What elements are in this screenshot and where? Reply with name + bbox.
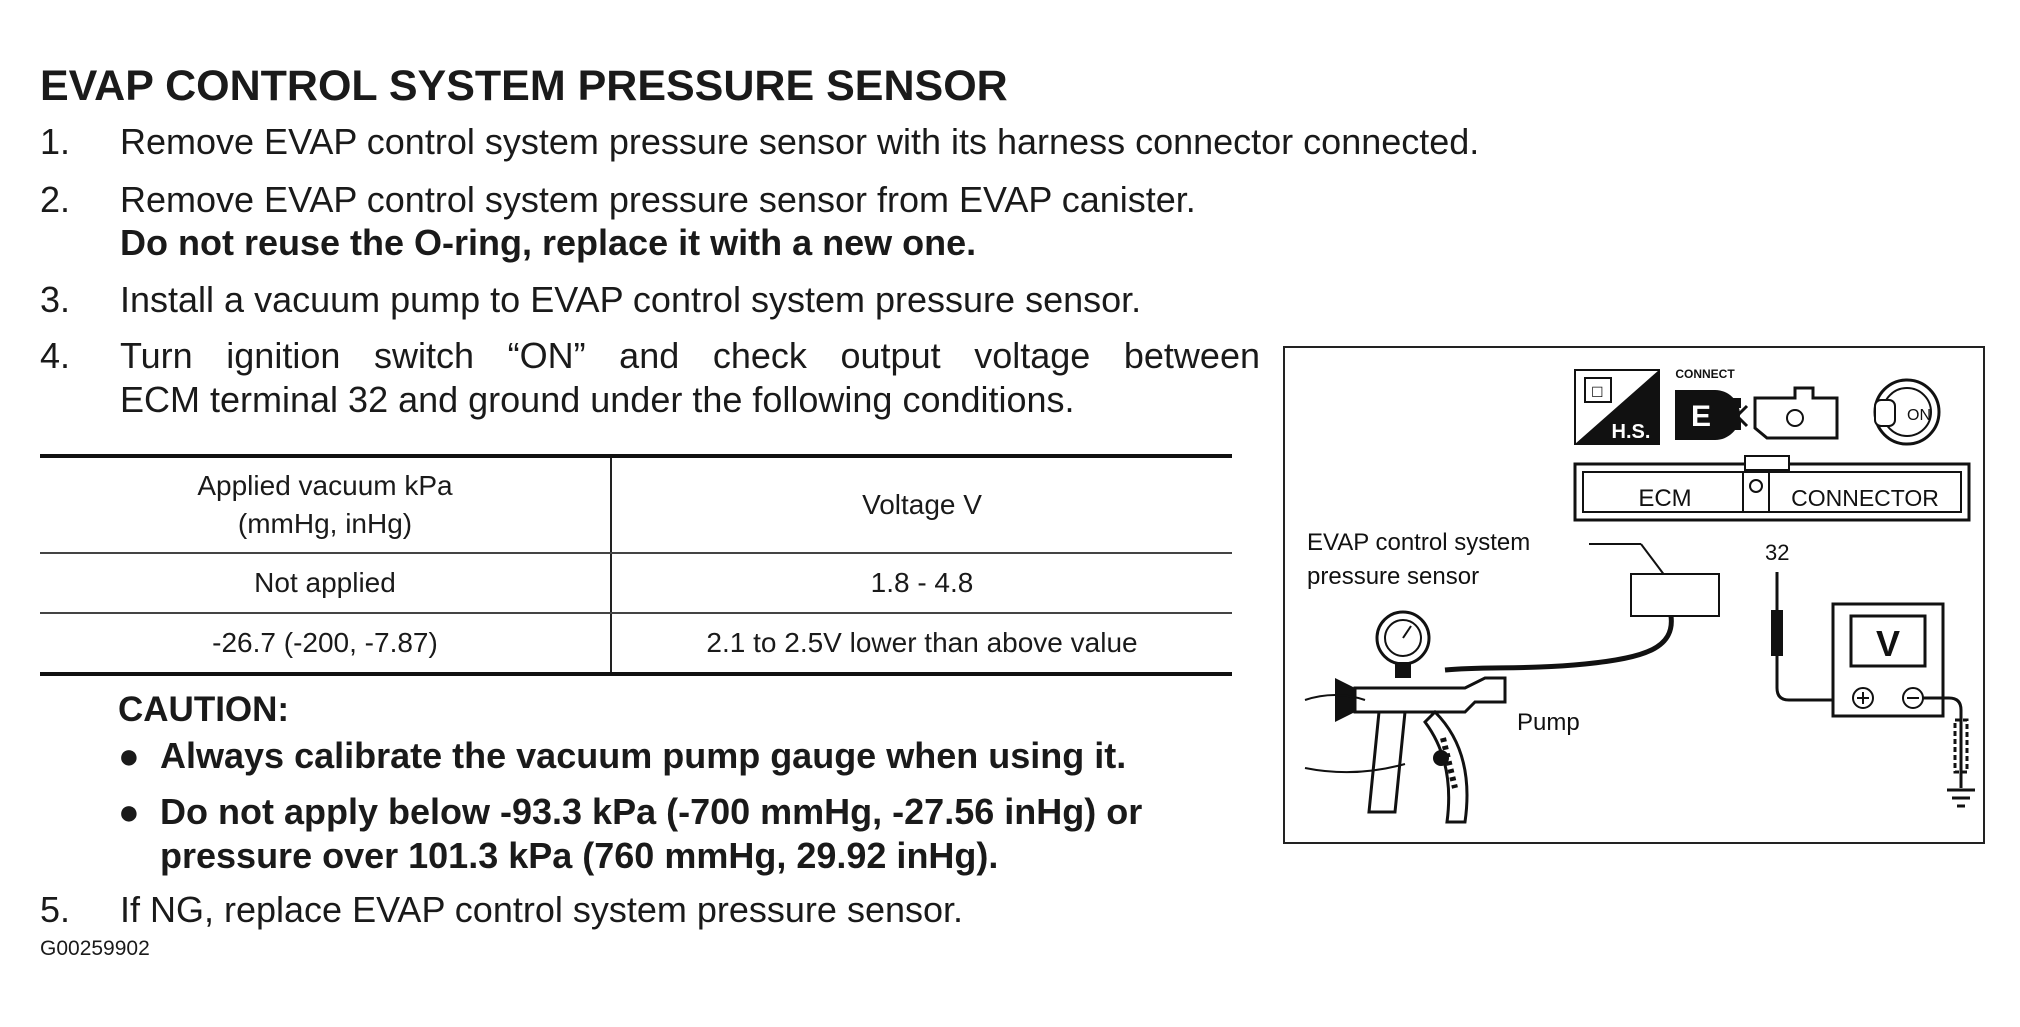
step-number: 5.	[40, 889, 71, 930]
vacuum-pump	[1305, 612, 1505, 822]
svg-text:☐: ☐	[1591, 384, 1604, 400]
hs-icon	[1575, 370, 1659, 444]
pressure-sensor	[1631, 574, 1719, 616]
step-text-line: Turn ignition switch “ON” and check output voltage between	[120, 335, 1260, 376]
step-number: 4.	[40, 335, 71, 376]
leader-line	[1641, 544, 1665, 576]
table-row	[40, 613, 1232, 674]
bullet-text: Do not apply below -93.3 kPa (-700 mmHg, -27.56 inHg) or	[160, 791, 1143, 832]
page-title: EVAP CONTROL SYSTEM PRESSURE SENSOR	[40, 62, 1008, 110]
ecm-label: ECM	[1638, 485, 1692, 512]
test-diagram	[1283, 346, 1985, 844]
caution-heading: CAUTION:	[118, 690, 290, 729]
step-number: 3.	[40, 279, 71, 320]
table-cell: 1.8 - 4.8	[611, 553, 1232, 613]
ignition-key-icon	[1875, 380, 1939, 444]
bullet-icon: ●	[118, 791, 140, 832]
step-text	[120, 334, 1260, 422]
step-text: If NG, replace EVAP control system pressure sensor.	[120, 889, 964, 930]
ground-symbol-icon	[1947, 790, 1975, 806]
step-number: 1.	[40, 121, 71, 162]
terminal-number: 32	[1765, 540, 1790, 565]
svg-text:E: E	[1691, 400, 1712, 433]
table-cell: 2.1 to 2.5V lower than above value	[611, 613, 1232, 674]
table-header-row	[40, 456, 1232, 553]
sensor-label-line: pressure sensor	[1307, 563, 1480, 590]
step-text: Install a vacuum pump to EVAP control system pressure sensor.	[120, 279, 1142, 320]
meter-label: V	[1875, 623, 1901, 664]
step-note: Do not reuse the O-ring, replace it with a new one.	[120, 222, 977, 263]
step-number: 2.	[40, 179, 71, 220]
probe	[1771, 610, 1783, 656]
engine-icon	[1737, 388, 1837, 438]
header-line: (mmHg, inHg)	[237, 508, 413, 539]
table-header-cell: Voltage V	[611, 456, 1232, 553]
step-text-line: ECM terminal 32 and ground under the following conditions.	[120, 379, 1075, 420]
sensor-label-line: EVAP control system	[1307, 529, 1531, 556]
table-row	[40, 553, 1232, 613]
connector-label: CONNECTOR	[1791, 485, 1939, 511]
ecm-connector	[1575, 456, 1969, 520]
bullet-text: Always calibrate the vacuum pump gauge when using it.	[160, 735, 1127, 776]
table-cell: -26.7 (-200, -7.87)	[40, 613, 611, 674]
step-text: Remove EVAP control system pressure sensor with its harness connector connected.	[120, 121, 1480, 162]
table-cell: Not applied	[40, 553, 611, 613]
bullet-text: pressure over 101.3 kPa (760 mmHg, 29.92 inHg).	[160, 835, 999, 876]
vacuum-hose	[1445, 616, 1671, 670]
key-on-label: ON	[1907, 407, 1931, 424]
hs-label: H.S.	[1611, 421, 1651, 443]
voltage-table	[40, 454, 1232, 676]
step-text: Remove EVAP control system pressure sensor from EVAP canister.	[120, 179, 1196, 220]
diagram-svg	[1285, 348, 1983, 842]
connect-icon	[1675, 367, 1741, 440]
connect-label: CONNECT	[1675, 367, 1735, 381]
bullet-icon: ●	[118, 735, 140, 776]
image-code: G00259902	[40, 937, 150, 960]
table-header-cell	[40, 456, 611, 553]
header-line: Applied vacuum kPa	[197, 470, 453, 501]
pump-label: Pump	[1517, 709, 1580, 736]
